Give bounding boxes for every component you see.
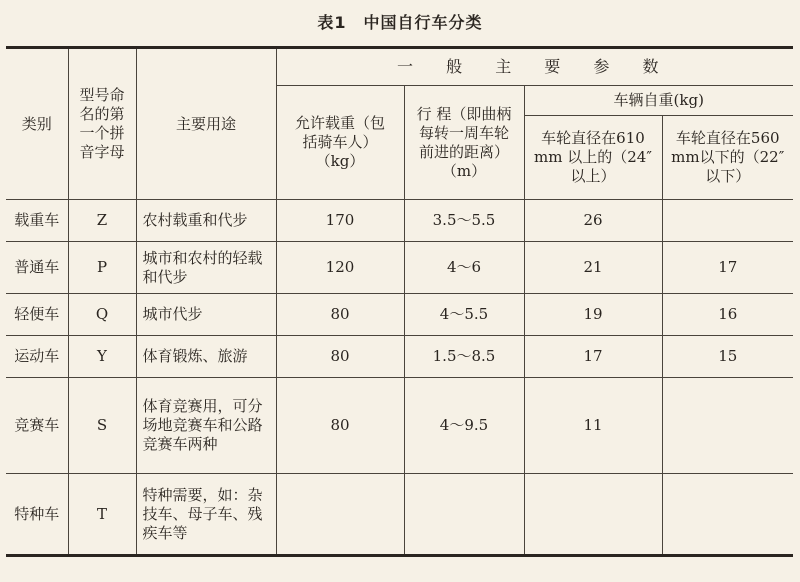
cell-category: 竞赛车 (6, 378, 68, 474)
header-weight-large-wheel: 车轮直径在610 mm 以上的（24″以上） (524, 116, 662, 200)
header-load: 允许载重（包括骑车人）（kg） (276, 86, 404, 200)
cell-stroke: 4～9.5 (404, 378, 524, 474)
cell-use: 体育锻炼、旅游 (136, 336, 276, 378)
table-row (6, 200, 793, 242)
cell-weight-small: 15 (662, 336, 793, 378)
cell-weight-large (524, 474, 662, 556)
cell-load: 170 (276, 200, 404, 242)
cell-stroke (404, 474, 524, 556)
cell-weight-small (662, 200, 793, 242)
cell-letter: Q (68, 294, 136, 336)
cell-weight-small: 16 (662, 294, 793, 336)
header-vehicle-weight: 车辆自重(kg) (524, 86, 793, 116)
table-row (6, 242, 793, 294)
header-main-use: 主要用途 (136, 48, 276, 200)
table-row (6, 474, 793, 556)
header-category: 类别 (6, 48, 68, 200)
cell-stroke: 4～6 (404, 242, 524, 294)
cell-load (276, 474, 404, 556)
cell-load: 120 (276, 242, 404, 294)
cell-weight-small (662, 378, 793, 474)
cell-load: 80 (276, 294, 404, 336)
cell-weight-small (662, 474, 793, 556)
cell-load: 80 (276, 378, 404, 474)
header-weight-small-wheel: 车轮直径在560 mm以下的（22″以下） (662, 116, 793, 200)
cell-use: 城市代步 (136, 294, 276, 336)
cell-weight-large: 19 (524, 294, 662, 336)
cell-stroke: 4～5.5 (404, 294, 524, 336)
cell-category: 载重车 (6, 200, 68, 242)
cell-category: 普通车 (6, 242, 68, 294)
cell-letter: P (68, 242, 136, 294)
cell-use: 农村载重和代步 (136, 200, 276, 242)
table-row (6, 336, 793, 378)
cell-weight-large: 17 (524, 336, 662, 378)
cell-category: 特种车 (6, 474, 68, 556)
cell-weight-large: 21 (524, 242, 662, 294)
cell-stroke: 3.5～5.5 (404, 200, 524, 242)
cell-use: 城市和农村的轻载和代步 (136, 242, 276, 294)
cell-letter: S (68, 378, 136, 474)
cell-use: 体育竞赛用，可分场地竞赛车和公路竞赛车两种 (136, 378, 276, 474)
cell-stroke: 1.5～8.5 (404, 336, 524, 378)
header-general-params: 一 般 主 要 参 数 (276, 48, 793, 86)
cell-letter: T (68, 474, 136, 556)
header-stroke: 行 程（即曲柄每转一周车轮前进的距离）（m） (404, 86, 524, 200)
cell-weight-large: 11 (524, 378, 662, 474)
bicycle-classification-table (6, 46, 793, 557)
cell-use: 特种需要，如：杂技车、母子车、残疾车等 (136, 474, 276, 556)
cell-category: 轻便车 (6, 294, 68, 336)
table-row (6, 378, 793, 474)
cell-load: 80 (276, 336, 404, 378)
cell-weight-small: 17 (662, 242, 793, 294)
cell-letter: Z (68, 200, 136, 242)
cell-weight-large: 26 (524, 200, 662, 242)
table-row (6, 294, 793, 336)
table-title: 表1 中国自行车分类 (317, 13, 483, 32)
cell-letter: Y (68, 336, 136, 378)
cell-category: 运动车 (6, 336, 68, 378)
header-model-letter: 型号命名的第一个拼音字母 (68, 48, 136, 200)
